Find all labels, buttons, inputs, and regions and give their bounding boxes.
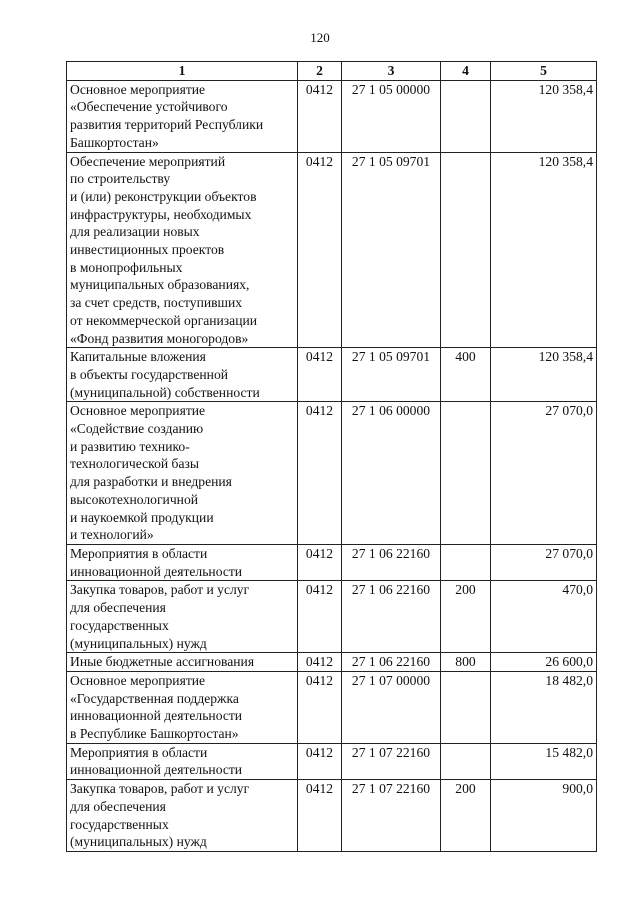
row-expense-type — [441, 152, 491, 348]
row-amount: 120 358,4 — [491, 348, 597, 402]
row-name: Капитальные вложения в объекты государственной (муниципальной) собственности — [67, 348, 298, 402]
header-col-4: 4 — [441, 62, 491, 81]
table-row — [67, 653, 597, 672]
row-name: Основное мероприятие «Государственная поддержка инновационной деятельности в Республике Башкортостан» — [67, 671, 298, 743]
row-section-code: 0412 — [298, 581, 342, 653]
row-amount: 120 358,4 — [491, 80, 597, 152]
row-target-code: 27 1 06 22160 — [342, 581, 441, 653]
row-amount: 18 482,0 — [491, 671, 597, 743]
header-col-5: 5 — [491, 62, 597, 81]
page-number: 120 — [310, 30, 330, 45]
header-row — [67, 62, 597, 81]
row-section-code: 0412 — [298, 348, 342, 402]
row-name: Мероприятия в области инновационной деятельности — [67, 544, 298, 580]
row-amount: 15 482,0 — [491, 743, 597, 779]
row-name: Иные бюджетные ассигнования — [67, 653, 298, 672]
budget-table — [66, 61, 597, 852]
row-section-code: 0412 — [298, 402, 342, 545]
row-section-code: 0412 — [298, 152, 342, 348]
row-target-code: 27 1 05 09701 — [342, 348, 441, 402]
row-name: Закупка товаров, работ и услуг для обеспечения государственных (муниципальных) нужд — [67, 581, 298, 653]
row-expense-type: 400 — [441, 348, 491, 402]
header-col-3: 3 — [342, 62, 441, 81]
table-row — [67, 671, 597, 743]
row-expense-type: 200 — [441, 780, 491, 852]
table-row — [67, 80, 597, 152]
row-amount: 900,0 — [491, 780, 597, 852]
header-col-1: 1 — [67, 62, 298, 81]
row-section-code: 0412 — [298, 743, 342, 779]
row-section-code: 0412 — [298, 780, 342, 852]
row-target-code: 27 1 06 22160 — [342, 544, 441, 580]
row-target-code: 27 1 06 22160 — [342, 653, 441, 672]
table-row — [67, 402, 597, 545]
row-name: Основное мероприятие «Обеспечение устойчивого развития территорий Республики Башкортостан» — [67, 80, 298, 152]
table-row — [67, 780, 597, 852]
row-section-code: 0412 — [298, 80, 342, 152]
row-target-code: 27 1 05 00000 — [342, 80, 441, 152]
row-expense-type: 800 — [441, 653, 491, 672]
table-row — [67, 581, 597, 653]
row-target-code: 27 1 05 09701 — [342, 152, 441, 348]
row-expense-type — [441, 544, 491, 580]
row-expense-type: 200 — [441, 581, 491, 653]
table-row — [67, 544, 597, 580]
table-row — [67, 152, 597, 348]
row-amount: 470,0 — [491, 581, 597, 653]
row-name: Обеспечение мероприятий по строительству и (или) реконструкции объектов инфраструктуры, необходимых для реализации новых инвестиционных проектов в монопрофильных муниципальных образованиях, за счет средств, поступивших от некоммерческой организации «Фонд развития моногородов» — [67, 152, 298, 348]
row-amount: 120 358,4 — [491, 152, 597, 348]
row-amount: 26 600,0 — [491, 653, 597, 672]
row-target-code: 27 1 07 00000 — [342, 671, 441, 743]
row-section-code: 0412 — [298, 544, 342, 580]
row-amount: 27 070,0 — [491, 544, 597, 580]
header-col-2: 2 — [298, 62, 342, 81]
row-target-code: 27 1 06 00000 — [342, 402, 441, 545]
table-row — [67, 348, 597, 402]
row-amount: 27 070,0 — [491, 402, 597, 545]
row-name: Закупка товаров, работ и услуг для обеспечения государственных (муниципальных) нужд — [67, 780, 298, 852]
row-section-code: 0412 — [298, 653, 342, 672]
row-target-code: 27 1 07 22160 — [342, 780, 441, 852]
row-expense-type — [441, 80, 491, 152]
row-name: Основное мероприятие «Содействие созданию и развитию технико- технологической базы для разработки и внедрения высокотехнологичной и наукоемкой продукции и технологий» — [67, 402, 298, 545]
table-row — [67, 743, 597, 779]
row-expense-type — [441, 743, 491, 779]
row-section-code: 0412 — [298, 671, 342, 743]
row-expense-type — [441, 671, 491, 743]
row-name: Мероприятия в области инновационной деятельности — [67, 743, 298, 779]
row-expense-type — [441, 402, 491, 545]
row-target-code: 27 1 07 22160 — [342, 743, 441, 779]
